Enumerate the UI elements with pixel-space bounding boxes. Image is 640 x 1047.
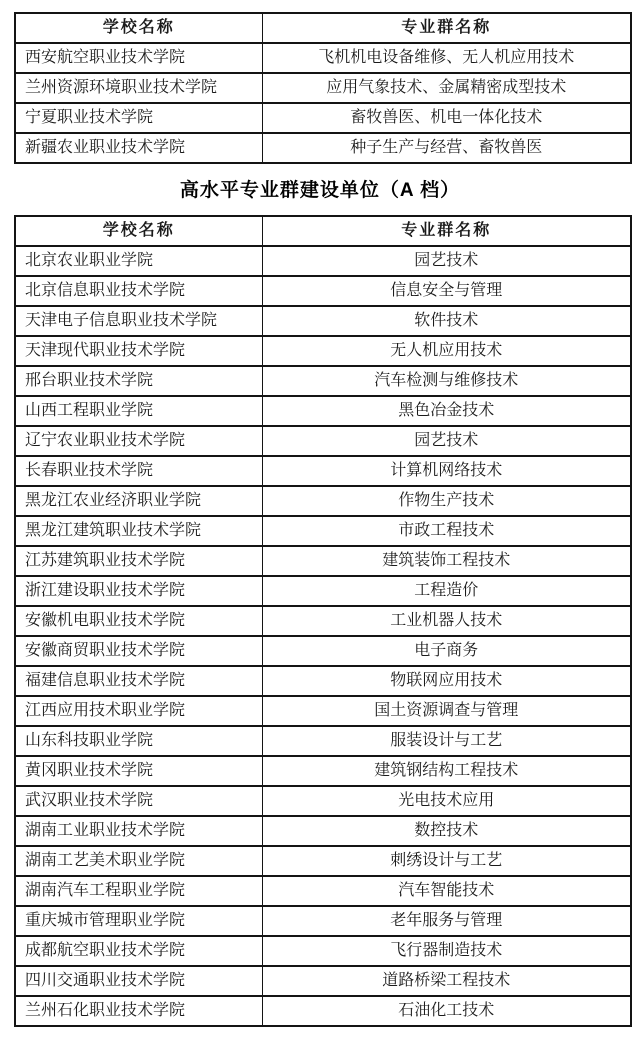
group-name-cell: 计算机网络技术: [262, 456, 631, 486]
table-row: [15, 996, 631, 1026]
school-name-cell: 四川交通职业技术学院: [15, 966, 262, 996]
school-name-cell: 黄冈职业技术学院: [15, 756, 262, 786]
school-name-cell: 湖南工艺美术职业学院: [15, 846, 262, 876]
table-row: [15, 426, 631, 456]
school-name-cell: 江苏建筑职业技术学院: [15, 546, 262, 576]
group-name-cell: 作物生产技术: [262, 486, 631, 516]
school-name-cell: 新疆农业职业技术学院: [15, 133, 262, 163]
table-row: [15, 456, 631, 486]
group-name-cell: 应用气象技术、金属精密成型技术: [262, 73, 631, 103]
group-name-cell: 数控技术: [262, 816, 631, 846]
school-name-cell: 成都航空职业技术学院: [15, 936, 262, 966]
school-name-cell: 浙江建设职业技术学院: [15, 576, 262, 606]
table-row: [15, 606, 631, 636]
group-name-cell: 刺绣设计与工艺: [262, 846, 631, 876]
school-name-cell: 天津现代职业技术学院: [15, 336, 262, 366]
table-row: [15, 726, 631, 756]
table-row: [15, 276, 631, 306]
table-row: [15, 103, 631, 133]
school-name-cell: 邢台职业技术学院: [15, 366, 262, 396]
group-name-cell: 信息安全与管理: [262, 276, 631, 306]
table-row: [15, 43, 631, 73]
school-name-cell: 重庆城市管理职业学院: [15, 906, 262, 936]
group-name-cell: 石油化工技术: [262, 996, 631, 1026]
table-header-row: [15, 216, 631, 246]
school-name-cell: 长春职业技术学院: [15, 456, 262, 486]
school-name-cell: 安徽商贸职业技术学院: [15, 636, 262, 666]
group-name-cell: 物联网应用技术: [262, 666, 631, 696]
table-row: [15, 756, 631, 786]
school-name-cell: 武汉职业技术学院: [15, 786, 262, 816]
group-name-cell: 汽车检测与维修技术: [262, 366, 631, 396]
group-name-cell: 园艺技术: [262, 426, 631, 456]
table-row: [15, 486, 631, 516]
school-name-cell: 黑龙江农业经济职业学院: [15, 486, 262, 516]
group-name-cell: 园艺技术: [262, 246, 631, 276]
school-name-cell: 黑龙江建筑职业技术学院: [15, 516, 262, 546]
table-row: [15, 696, 631, 726]
table-row: [15, 906, 631, 936]
school-name-cell: 湖南工业职业技术学院: [15, 816, 262, 846]
table-row: [15, 846, 631, 876]
group-name-cell: 种子生产与经营、畜牧兽医: [262, 133, 631, 163]
group-name-cell: 光电技术应用: [262, 786, 631, 816]
top-table: [14, 12, 632, 164]
group-name-cell: 工程造价: [262, 576, 631, 606]
group-name-cell: 畜牧兽医、机电一体化技术: [262, 103, 631, 133]
school-name-header: 学校名称: [15, 13, 262, 43]
top-table-body: [15, 43, 631, 163]
school-name-cell: 西安航空职业技术学院: [15, 43, 262, 73]
group-name-cell: 汽车智能技术: [262, 876, 631, 906]
table-row: [15, 816, 631, 846]
table-row: [15, 636, 631, 666]
group-name-cell: 无人机应用技术: [262, 336, 631, 366]
group-name-cell: 国土资源调查与管理: [262, 696, 631, 726]
group-name-cell: 老年服务与管理: [262, 906, 631, 936]
group-name-cell: 服装设计与工艺: [262, 726, 631, 756]
table-header-row: [15, 13, 631, 43]
table-row: [15, 936, 631, 966]
school-name-cell: 山西工程职业学院: [15, 396, 262, 426]
table-row: [15, 336, 631, 366]
group-name-cell: 道路桥梁工程技术: [262, 966, 631, 996]
section-title: 高水平专业群建设单位（A 档）: [179, 180, 461, 201]
group-name-cell: 工业机器人技术: [262, 606, 631, 636]
school-name-header: 学校名称: [15, 216, 262, 246]
table-row: [15, 786, 631, 816]
group-name-cell: 市政工程技术: [262, 516, 631, 546]
grade-a-table: [14, 215, 632, 1027]
table-row: [15, 516, 631, 546]
school-name-cell: 安徽机电职业技术学院: [15, 606, 262, 636]
group-name-header: 专业群名称: [262, 13, 631, 43]
table-row: [15, 546, 631, 576]
school-name-cell: 辽宁农业职业技术学院: [15, 426, 262, 456]
table-row: [15, 366, 631, 396]
school-name-cell: 湖南汽车工程职业学院: [15, 876, 262, 906]
school-name-cell: 江西应用技术职业学院: [15, 696, 262, 726]
school-name-cell: 天津电子信息职业技术学院: [15, 306, 262, 336]
group-name-cell: 建筑钢结构工程技术: [262, 756, 631, 786]
table-row: [15, 576, 631, 606]
group-name-cell: 电子商务: [262, 636, 631, 666]
table-row: [15, 246, 631, 276]
school-name-cell: 福建信息职业技术学院: [15, 666, 262, 696]
table-row: [15, 666, 631, 696]
table-row: [15, 73, 631, 103]
group-name-cell: 飞机机电设备维修、无人机应用技术: [262, 43, 631, 73]
group-name-cell: 软件技术: [262, 306, 631, 336]
table-row: [15, 396, 631, 426]
table-row: [15, 966, 631, 996]
group-name-header: 专业群名称: [262, 216, 631, 246]
school-name-cell: 北京信息职业技术学院: [15, 276, 262, 306]
group-name-cell: 建筑装饰工程技术: [262, 546, 631, 576]
table-row: [15, 306, 631, 336]
school-name-cell: 兰州石化职业技术学院: [15, 996, 262, 1026]
school-name-cell: 山东科技职业学院: [15, 726, 262, 756]
group-name-cell: 飞行器制造技术: [262, 936, 631, 966]
school-name-cell: 宁夏职业技术学院: [15, 103, 262, 133]
school-name-cell: 北京农业职业学院: [15, 246, 262, 276]
table-row: [15, 876, 631, 906]
group-name-cell: 黑色冶金技术: [262, 396, 631, 426]
school-name-cell: 兰州资源环境职业技术学院: [15, 73, 262, 103]
grade-a-table-body: [15, 246, 631, 1026]
table-row: [15, 133, 631, 163]
